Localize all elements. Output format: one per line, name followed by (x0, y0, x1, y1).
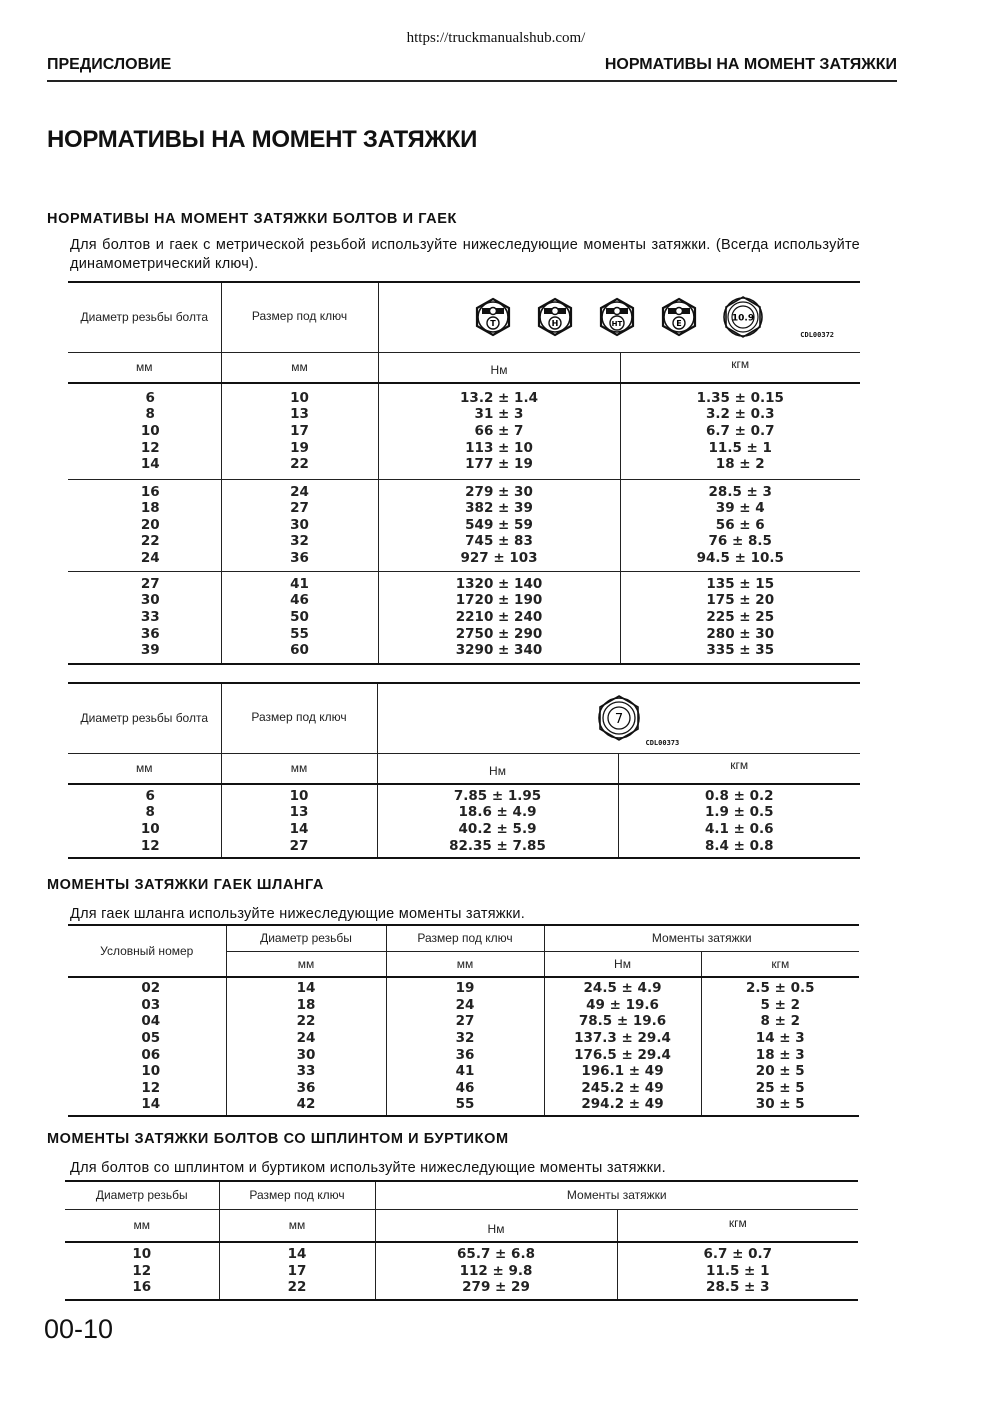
key-list (387, 980, 544, 1113)
list-item: 8 (145, 804, 155, 821)
column-header-thread-diameter: Диаметр резьбы болта (68, 683, 221, 753)
bolt-mark-t-icon (473, 297, 513, 337)
nominal-list (68, 980, 226, 1113)
list-item: 28.5 ± 3 (706, 1279, 770, 1296)
list-item: 196.1 ± 49 (581, 1063, 664, 1080)
list-item: 39 (140, 642, 160, 659)
list-item: 6 (145, 389, 155, 406)
list-item: 02 (141, 980, 161, 997)
unit-mm: мм (386, 951, 544, 977)
list-item: 36 (140, 625, 160, 642)
nm-list (545, 980, 701, 1113)
image-code: CDL00372 (800, 331, 834, 340)
column-header-wrench-size: Размер под ключ (221, 683, 377, 753)
list-item: 03 (141, 996, 161, 1013)
bolt-mark-7-icon (595, 694, 643, 742)
bolt-mark-e-icon (659, 297, 699, 337)
list-item: 41 (290, 575, 309, 592)
list-item: 50 (290, 608, 309, 625)
list-item: 24 (455, 996, 475, 1013)
list-item: 18 (140, 500, 160, 517)
nm-list (379, 576, 620, 659)
list-item: 17 (290, 422, 309, 439)
nm-list (379, 484, 620, 567)
list-item: 36 (296, 1079, 316, 1096)
unit-kgm: кгм (617, 1209, 858, 1242)
list-item: 49 ± 19.6 (586, 996, 659, 1013)
unit-kgm: кгм (701, 951, 859, 977)
list-item: 225 ± 25 (706, 608, 775, 625)
list-item: 76 ± 8.5 (708, 533, 772, 550)
list-item: 94.5 ± 10.5 (696, 549, 784, 566)
bolt-mark-10-9-icon (721, 295, 765, 339)
list-item: 10 (290, 389, 309, 406)
header-divider (47, 80, 897, 82)
bolt-grade-marks (378, 282, 860, 352)
list-item: 1.35 ± 0.15 (696, 389, 784, 406)
dia-list (68, 788, 221, 854)
list-item: 27 (140, 575, 160, 592)
column-header-thread-diameter: Диаметр резьбы (65, 1181, 219, 1209)
list-item: 30 (140, 592, 160, 609)
table-row-group (65, 1242, 858, 1300)
torque-table-hose-nuts (68, 924, 859, 1117)
list-item: 6.7 ± 0.7 (705, 422, 775, 439)
list-item: 18 ± 3 (755, 1046, 805, 1063)
nm-list (376, 1246, 617, 1296)
list-item: 22 (140, 533, 160, 550)
dia-list (227, 980, 386, 1113)
list-item: 04 (141, 1013, 161, 1030)
table-row-group (68, 784, 860, 858)
list-item: 6.7 ± 0.7 (703, 1246, 773, 1263)
key-list (222, 484, 378, 567)
unit-mm: мм (219, 1209, 375, 1242)
unit-nm: Нм (544, 951, 701, 977)
list-item: 2750 ± 290 (455, 625, 543, 642)
header-left: ПРЕДИСЛОВИЕ (47, 56, 172, 73)
list-item: 82.35 ± 7.85 (449, 837, 546, 854)
image-code: CDL00373 (645, 739, 680, 748)
list-item: 19 (290, 439, 309, 456)
torque-table-bolts (68, 281, 860, 665)
kgm-list (619, 788, 861, 854)
list-item: 25 ± 5 (755, 1079, 805, 1096)
list-item: 280 ± 30 (706, 625, 775, 642)
header-right: НОРМАТИВЫ НА МОМЕНТ ЗАТЯЖКИ (604, 56, 897, 73)
list-item: 2210 ± 240 (455, 608, 543, 625)
bolt-mark-7-label: 7 (614, 712, 623, 728)
list-item: 28.5 ± 3 (708, 483, 772, 500)
source-url: https://truckmanualshub.com/ (406, 30, 586, 46)
list-item: 1720 ± 190 (455, 592, 543, 609)
list-item: 31 ± 3 (474, 406, 524, 423)
list-item: 33 (140, 608, 160, 625)
list-item: 335 ± 35 (706, 642, 775, 659)
list-item: 20 ± 5 (755, 1063, 805, 1080)
section-heading-hose-nuts: МОМЕНТЫ ЗАТЯЖКИ ГАЕК ШЛАНГА (47, 877, 324, 893)
list-item: 14 ± 3 (755, 1029, 805, 1046)
dia-list (68, 576, 221, 659)
list-item: 10 (141, 1063, 161, 1080)
list-item: 294.2 ± 49 (581, 1096, 664, 1113)
list-item: 36 (290, 549, 309, 566)
list-item: 40.2 ± 5.9 (458, 821, 537, 837)
list-item: 279 ± 30 (465, 483, 533, 500)
bolt-mark-h-icon (535, 297, 575, 337)
unit-nm: Нм (375, 1209, 617, 1242)
list-item: 17 (287, 1262, 307, 1279)
list-item: 41 (455, 1063, 475, 1080)
list-item: 1320 ± 140 (455, 575, 543, 592)
list-item: 245.2 ± 49 (581, 1079, 664, 1096)
page-number: 00-10 (44, 1314, 114, 1344)
list-item: 112 ± 9.8 (459, 1262, 533, 1279)
nm-list (378, 788, 618, 854)
list-item: 24 (296, 1029, 316, 1046)
list-item: 10 (140, 422, 160, 439)
list-item: 42 (296, 1096, 316, 1113)
list-item: 65.7 ± 6.8 (457, 1246, 535, 1263)
list-item: 12 (140, 837, 160, 854)
table-row-group (68, 383, 860, 479)
kgm-list (618, 1246, 859, 1296)
unit-kgm: кгм (620, 352, 860, 383)
torque-table-bolts-7t (68, 682, 860, 859)
list-item: 60 (290, 642, 309, 659)
dia-list (68, 390, 221, 473)
list-item: 18.6 ± 4.9 (458, 804, 537, 821)
bolt-mark-ht-label: HT (611, 320, 623, 329)
list-item: 11.5 ± 1 (706, 1262, 770, 1279)
list-item: 382 ± 39 (465, 500, 533, 517)
table-row-group (68, 479, 860, 571)
list-item: 1.9 ± 0.5 (704, 804, 774, 821)
unit-mm: мм (221, 352, 378, 383)
list-item: 30 (290, 516, 309, 533)
list-item: 10 (289, 787, 309, 804)
list-item: 06 (141, 1046, 161, 1063)
column-header-thread-diameter: Диаметр резьбы болта (68, 282, 221, 352)
key-list (222, 390, 378, 473)
unit-mm: мм (136, 360, 153, 375)
list-item: 24 (140, 549, 160, 566)
list-item: 8 (145, 406, 155, 423)
list-item: 46 (290, 592, 309, 609)
list-item: 13 (290, 406, 309, 423)
list-item: 22 (287, 1279, 307, 1296)
list-item: 56 ± 6 (715, 516, 765, 533)
list-item: 16 (140, 483, 160, 500)
table-row-group (68, 977, 859, 1116)
list-item: 30 ± 5 (755, 1096, 805, 1113)
section-heading-cotter-bolts: МОМЕНТЫ ЗАТЯЖКИ БОЛТОВ СО ШПЛИНТОМ И БУРТИКОМ (47, 1131, 509, 1147)
section-heading-bolts: НОРМАТИВЫ НА МОМЕНТ ЗАТЯЖКИ БОЛТОВ И ГАЕК (47, 211, 457, 227)
list-item: 11.5 ± 1 (708, 439, 772, 456)
list-item: 27 (455, 1013, 475, 1030)
column-header-thread-diameter: Диаметр резьбы (226, 925, 386, 951)
list-item: 137.3 ± 29.4 (574, 1029, 671, 1046)
list-item: 0.8 ± 0.2 (704, 787, 774, 804)
list-item: 745 ± 83 (465, 533, 533, 550)
list-item: 14 (287, 1246, 307, 1263)
bolt-mark-e-label: E (676, 319, 682, 329)
list-item: 14 (296, 980, 316, 997)
column-header-nominal-number: Условный номер (100, 944, 194, 958)
unit-mm: мм (136, 761, 153, 776)
unit-mm: мм (226, 951, 386, 977)
list-item: 46 (455, 1079, 475, 1096)
list-item: 20 (140, 516, 160, 533)
list-item: 175 ± 20 (706, 592, 775, 609)
kgm-list (621, 390, 861, 473)
list-item: 55 (455, 1096, 475, 1113)
list-item: 78.5 ± 19.6 (578, 1013, 667, 1030)
page-title: НОРМАТИВЫ НА МОМЕНТ ЗАТЯЖКИ (47, 126, 478, 153)
list-item: 2.5 ± 0.5 (745, 980, 815, 997)
nm-list (379, 390, 620, 473)
list-item: 10 (140, 821, 160, 837)
bolt-mark-t-label: T (490, 319, 496, 329)
unit-nm: Нм (377, 753, 618, 784)
list-item: 10 (132, 1246, 152, 1263)
column-header-torque: Моменты затяжки (544, 925, 859, 951)
list-item: 8 ± 2 (760, 1013, 800, 1030)
list-item: 24 (290, 483, 309, 500)
unit-mm: мм (221, 753, 377, 784)
list-item: 177 ± 19 (465, 456, 533, 473)
list-item: 549 ± 59 (465, 516, 533, 533)
bolt-grade-mark-7t (377, 683, 860, 753)
list-item: 12 (141, 1079, 161, 1096)
list-item: 3290 ± 340 (455, 642, 543, 659)
list-item: 113 ± 10 (465, 439, 533, 456)
column-header-wrench-size: Размер под ключ (386, 925, 544, 951)
list-item: 05 (141, 1029, 161, 1046)
list-item: 39 ± 4 (715, 500, 765, 517)
list-item: 66 ± 7 (474, 422, 524, 439)
list-item: 27 (289, 837, 309, 854)
unit-kgm: кгм (618, 753, 860, 784)
list-item: 16 (132, 1279, 152, 1296)
list-item: 927 ± 103 (460, 549, 538, 566)
column-header-wrench-size: Размер под ключ (219, 1181, 375, 1209)
list-item: 24.5 ± 4.9 (583, 980, 662, 997)
list-item: 18 ± 2 (715, 456, 765, 473)
list-item: 33 (296, 1063, 316, 1080)
list-item: 12 (140, 439, 160, 456)
key-list (222, 576, 378, 659)
key-list (220, 1246, 375, 1296)
list-item: 4.1 ± 0.6 (704, 821, 774, 837)
list-item: 135 ± 15 (706, 575, 775, 592)
list-item: 22 (296, 1013, 316, 1030)
torque-table-cotter-bolts (65, 1180, 858, 1301)
list-item: 12 (132, 1262, 152, 1279)
section-intro-hose-nuts: Для гаек шланга используйте нижеследующие моменты затяжки. (70, 906, 525, 922)
bolt-mark-10-9-label: 10.9 (732, 313, 755, 324)
kgm-list (621, 576, 861, 659)
list-item: 7.85 ± 1.95 (453, 787, 542, 804)
list-item: 19 (455, 980, 475, 997)
kgm-list (621, 484, 861, 567)
list-item: 32 (290, 533, 309, 550)
list-item: 14 (141, 1096, 161, 1113)
bolt-mark-ht-icon (597, 297, 637, 337)
section-intro-cotter-bolts: Для болтов со шплинтом и буртиком используйте нижеследующие моменты затяжки. (70, 1160, 666, 1176)
list-item: 55 (290, 625, 309, 642)
list-item: 8.4 ± 0.8 (704, 837, 774, 854)
list-item: 13.2 ± 1.4 (460, 389, 538, 406)
list-item: 5 ± 2 (760, 996, 800, 1013)
list-item: 13 (289, 804, 309, 821)
dia-list (68, 484, 221, 567)
dia-list (65, 1246, 219, 1296)
list-item: 32 (455, 1029, 475, 1046)
list-item: 36 (455, 1046, 475, 1063)
list-item: 6 (145, 787, 155, 804)
list-item: 27 (290, 500, 309, 517)
list-item: 279 ± 29 (462, 1279, 530, 1296)
list-item: 176.5 ± 29.4 (574, 1046, 671, 1063)
table-row-group (68, 571, 860, 664)
list-item: 30 (296, 1046, 316, 1063)
list-item: 14 (289, 821, 309, 837)
column-header-wrench-size: Размер под ключ (221, 282, 378, 352)
list-item: 22 (290, 456, 309, 473)
kgm-list (702, 980, 860, 1113)
column-header-torque: Моменты затяжки (375, 1181, 858, 1209)
unit-nm: Нм (378, 352, 620, 383)
list-item: 3.2 ± 0.3 (705, 406, 775, 423)
bolt-mark-h-label: H (551, 319, 559, 329)
key-list (222, 788, 377, 854)
list-item: 18 (296, 996, 316, 1013)
section-intro-bolts: Для болтов и гаек с метрической резьбой используйте нижеследующие моменты затяжки. (Всегда используйте динамометрический ключ). (70, 237, 860, 272)
list-item: 14 (140, 456, 160, 473)
unit-mm: мм (133, 1218, 150, 1233)
